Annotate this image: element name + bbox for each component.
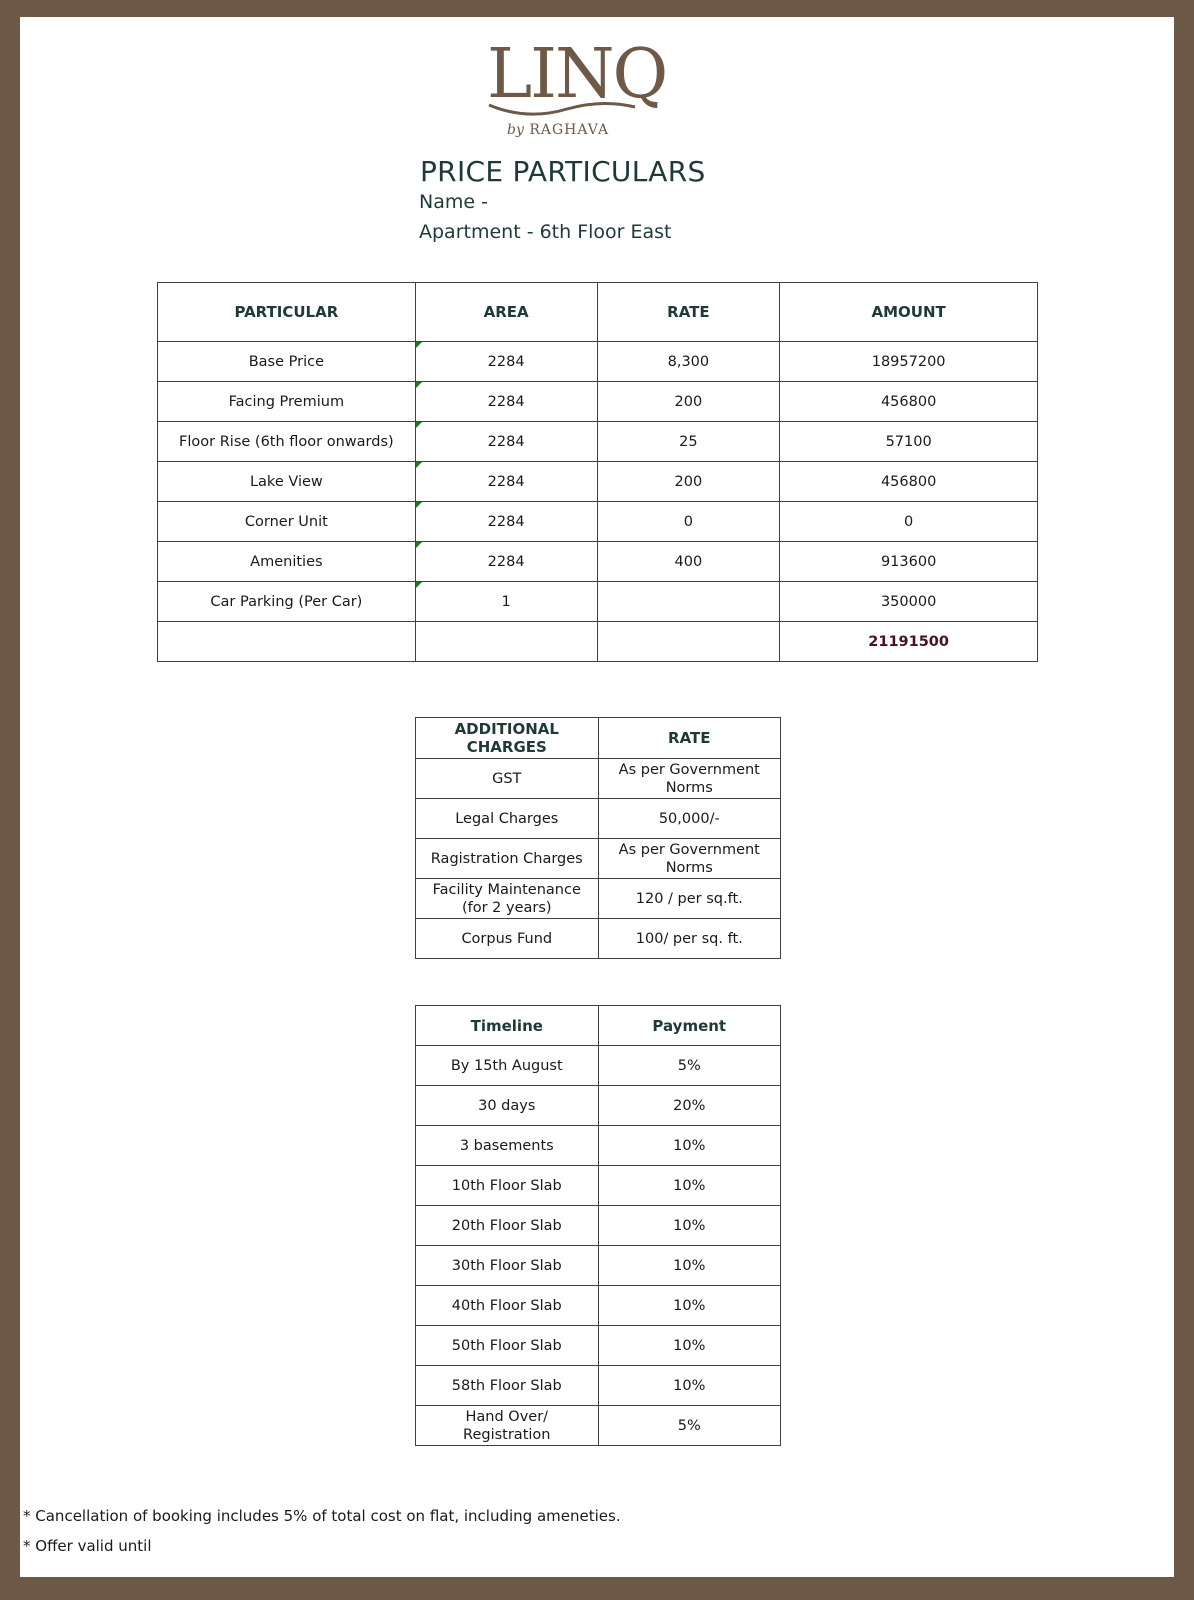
milestone-cell: 3 basements (416, 1126, 599, 1166)
price-table (157, 282, 1038, 662)
payment-cell: 10% (598, 1166, 780, 1206)
price-header-row (158, 283, 1038, 342)
customer-name-line: Name - (419, 191, 488, 213)
additional-charges-table (415, 717, 781, 959)
milestone-cell: 30 days (416, 1086, 599, 1126)
milestone-cell: 20th Floor Slab (416, 1206, 599, 1246)
area-cell: 2284 (415, 382, 597, 422)
milestone-cell: 58th Floor Slab (416, 1366, 599, 1406)
table-row (416, 1326, 781, 1366)
area-cell: 2284 (415, 542, 597, 582)
amount-cell: 18957200 (780, 342, 1038, 382)
empty-cell (158, 622, 416, 662)
particular-cell: Lake View (158, 462, 416, 502)
rate-cell: 8,300 (597, 342, 780, 382)
charge-name-cell: Ragistration Charges (416, 839, 599, 879)
particular-cell: Car Parking (Per Car) (158, 582, 416, 622)
amount-cell: 350000 (780, 582, 1038, 622)
table-row (158, 462, 1038, 502)
payment-cell: 5% (598, 1046, 780, 1086)
charge-rate-cell: As per Government Norms (598, 759, 780, 799)
table-row (158, 422, 1038, 462)
amount-cell: 913600 (780, 542, 1038, 582)
charge-name-cell: GST (416, 759, 599, 799)
amount-cell: 57100 (780, 422, 1038, 462)
rate-cell: 400 (597, 542, 780, 582)
rate-cell: 25 (597, 422, 780, 462)
table-row (416, 919, 781, 959)
charge-name-cell: Facility Maintenance (for 2 years) (416, 879, 599, 919)
table-row (416, 1166, 781, 1206)
milestone-cell: 10th Floor Slab (416, 1166, 599, 1206)
table-row (416, 1086, 781, 1126)
payment-cell: 10% (598, 1126, 780, 1166)
particular-cell: Amenities (158, 542, 416, 582)
amount-cell: 456800 (780, 382, 1038, 422)
cancellation-note: * Cancellation of booking includes 5% of total cost on flat, including ameneties. (23, 1507, 621, 1525)
particular-cell: Base Price (158, 342, 416, 382)
area-cell: 1 (415, 582, 597, 622)
table-row (416, 759, 781, 799)
logo-swoosh-icon (487, 99, 637, 121)
table-row (158, 502, 1038, 542)
offer-validity-note: * Offer valid until (23, 1537, 152, 1555)
column-header: PARTICULAR (158, 283, 416, 342)
charge-rate-cell: 100/ per sq. ft. (598, 919, 780, 959)
brand-logo (20, 17, 1174, 147)
column-header: Timeline (416, 1006, 599, 1046)
area-cell: 2284 (415, 422, 597, 462)
payment-cell: 10% (598, 1326, 780, 1366)
milestone-cell: By 15th August (416, 1046, 599, 1086)
particular-cell: Facing Premium (158, 382, 416, 422)
logo-name: RAGHAVA (529, 122, 610, 138)
table-row (416, 879, 781, 919)
payment-cell: 10% (598, 1246, 780, 1286)
rate-cell: 200 (597, 462, 780, 502)
table-row (416, 1206, 781, 1246)
charge-rate-cell: 50,000/- (598, 799, 780, 839)
amount-cell: 0 (780, 502, 1038, 542)
column-header: AMOUNT (780, 283, 1038, 342)
empty-cell (597, 622, 780, 662)
table-row (416, 1046, 781, 1086)
unit-line: Apartment - 6th Floor East (419, 221, 672, 243)
empty-cell (415, 622, 597, 662)
column-header: Payment (598, 1006, 780, 1046)
payment-cell: 10% (598, 1366, 780, 1406)
charge-rate-cell: As per Government Norms (598, 839, 780, 879)
payment-cell: 10% (598, 1206, 780, 1246)
additional-header-row (416, 718, 781, 759)
milestone-cell: 30th Floor Slab (416, 1246, 599, 1286)
charge-name-cell: Legal Charges (416, 799, 599, 839)
payment-cell: 5% (598, 1406, 780, 1446)
rate-cell: 0 (597, 502, 780, 542)
payment-cell: 20% (598, 1086, 780, 1126)
table-row (416, 1286, 781, 1326)
particular-cell: Corner Unit (158, 502, 416, 542)
logo-wordmark: LINQ (487, 35, 667, 114)
particular-cell: Floor Rise (6th floor onwards) (158, 422, 416, 462)
column-header: RATE (598, 718, 780, 759)
total-row (158, 622, 1038, 662)
table-row (416, 1246, 781, 1286)
logo-tagline (507, 122, 647, 138)
rate-cell: 200 (597, 382, 780, 422)
area-cell: 2284 (415, 342, 597, 382)
area-cell: 2284 (415, 502, 597, 542)
milestone-cell: 50th Floor Slab (416, 1326, 599, 1366)
payment-timeline-table (415, 1005, 781, 1446)
table-row (416, 1366, 781, 1406)
milestone-cell: 40th Floor Slab (416, 1286, 599, 1326)
price-sheet (20, 17, 1174, 1577)
table-row (416, 1126, 781, 1166)
table-row (416, 799, 781, 839)
charge-rate-cell: 120 / per sq.ft. (598, 879, 780, 919)
table-row (158, 542, 1038, 582)
logo-by: by (507, 122, 524, 138)
milestone-cell: Hand Over/ Registration (416, 1406, 599, 1446)
total-amount: 21191500 (780, 622, 1038, 662)
charge-name-cell: Corpus Fund (416, 919, 599, 959)
table-row (416, 839, 781, 879)
table-row (416, 1406, 781, 1446)
timeline-header-row (416, 1006, 781, 1046)
page-title: PRICE PARTICULARS (420, 155, 706, 188)
column-header: RATE (597, 283, 780, 342)
rate-cell (597, 582, 780, 622)
table-row (158, 342, 1038, 382)
column-header: ADDITIONAL CHARGES (416, 718, 599, 759)
area-cell: 2284 (415, 462, 597, 502)
table-row (158, 382, 1038, 422)
amount-cell: 456800 (780, 462, 1038, 502)
column-header: AREA (415, 283, 597, 342)
payment-cell: 10% (598, 1286, 780, 1326)
table-row (158, 582, 1038, 622)
